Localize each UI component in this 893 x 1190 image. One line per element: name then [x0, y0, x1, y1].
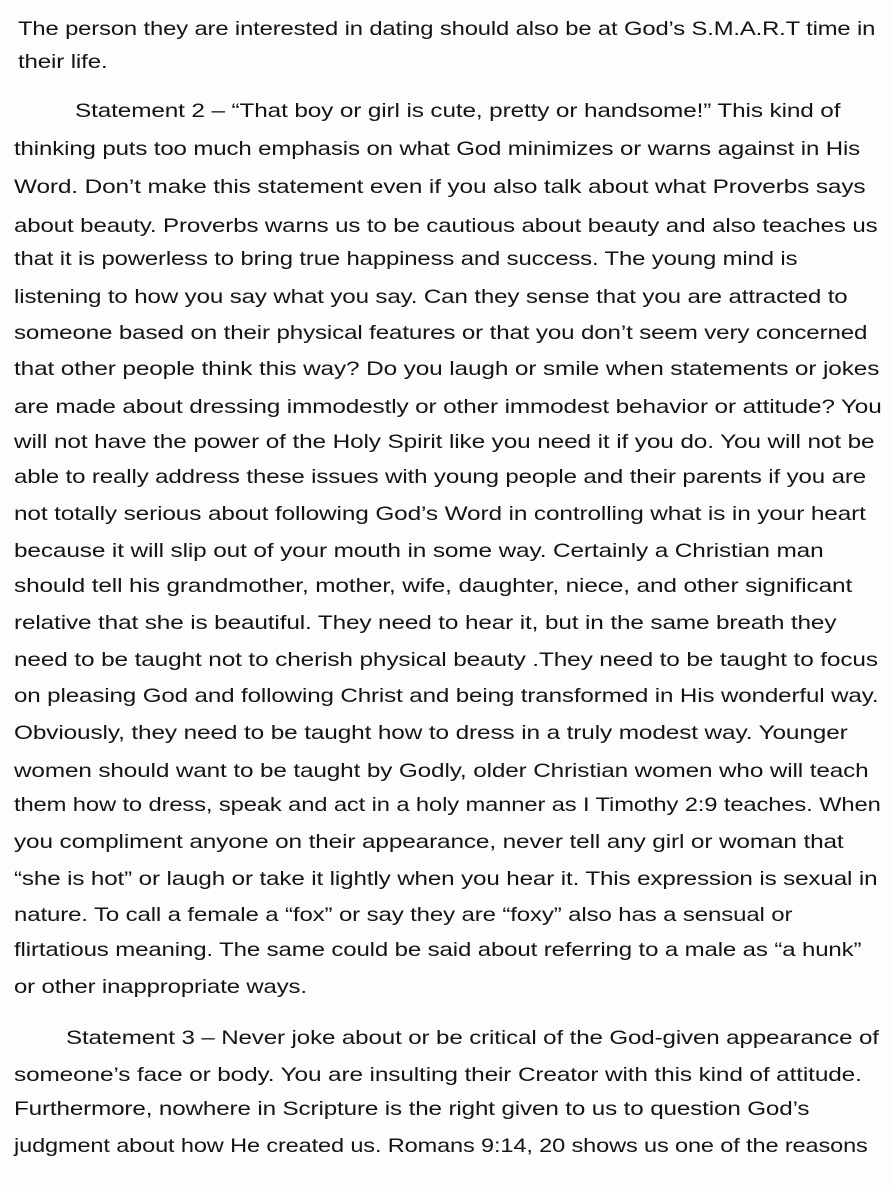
text-line: flirtatious meaning. The same could be said about referring to a male as “a hunk”: [14, 939, 862, 961]
text-line: someone based on their physical features or that you don’t seem very concerned: [14, 322, 868, 344]
text-line: on pleasing God and following Christ and being transformed in His wonderful way.: [14, 685, 879, 707]
text-line: their life.: [18, 51, 108, 73]
text-line: them how to dress, speak and act in a holy manner as I Timothy 2:9 teaches. When: [14, 794, 881, 816]
text-line: Furthermore, nowhere in Scripture is the right given to us to question God’s: [14, 1098, 810, 1120]
text-line: thinking puts too much emphasis on what God minimizes or warns against in His: [14, 138, 861, 160]
text-line: are made about dressing immodestly or other immodest behavior or attitude? You: [14, 396, 882, 418]
text-line: because it will slip out of your mouth in some way. Certainly a Christian man: [14, 540, 824, 562]
text-line: able to really address these issues with young people and their parents if you are: [14, 466, 866, 488]
text-line: Statement 3 – Never joke about or be critical of the God-given appearance of: [66, 1027, 879, 1049]
text-line: Word. Don’t make this statement even if you also talk about what Proverbs says: [14, 176, 866, 198]
text-line: you compliment anyone on their appearance, never tell any girl or woman that: [14, 831, 844, 853]
text-line: that other people think this way? Do you laugh or smile when statements or jokes: [14, 358, 880, 380]
text-line: not totally serious about following God’s Word in controlling what is in your heart: [14, 503, 866, 525]
text-line: about beauty. Proverbs warns us to be cautious about beauty and also teaches us: [14, 215, 878, 237]
text-line: judgment about how He created us. Romans 9:14, 20 shows us one of the reasons: [14, 1135, 868, 1157]
text-line: need to be taught not to cherish physical beauty .They need to be taught to focus: [14, 649, 878, 671]
text-line: will not have the power of the Holy Spirit like you need it if you do. You will not be: [14, 431, 875, 453]
text-line: should tell his grandmother, mother, wife, daughter, niece, and other significant: [14, 575, 853, 597]
text-line: or other inappropriate ways.: [14, 976, 307, 998]
text-line: women should want to be taught by Godly, older Christian women who will teach: [14, 760, 869, 782]
text-line: relative that she is beautiful. They need to hear it, but in the same breath they: [14, 612, 837, 634]
text-line: Obviously, they need to be taught how to dress in a truly modest way. Younger: [14, 722, 848, 744]
text-line: that it is powerless to bring true happiness and success. The young mind is: [14, 248, 798, 270]
text-line: someone’s face or body. You are insulting their Creator with this kind of attitude.: [14, 1064, 862, 1086]
text-line: Statement 2 – “That boy or girl is cute, pretty or handsome!” This kind of: [75, 100, 841, 122]
text-line: “she is hot” or laugh or take it lightly when you hear it. This expression is sexual in: [14, 868, 878, 890]
text-line: nature. To call a female a “fox” or say they are “foxy” also has a sensual or: [14, 904, 793, 926]
text-line: The person they are interested in dating should also be at God’s S.M.A.R.T time in: [18, 18, 876, 40]
text-line: listening to how you say what you say. Can they sense that you are attracted to: [14, 286, 848, 308]
